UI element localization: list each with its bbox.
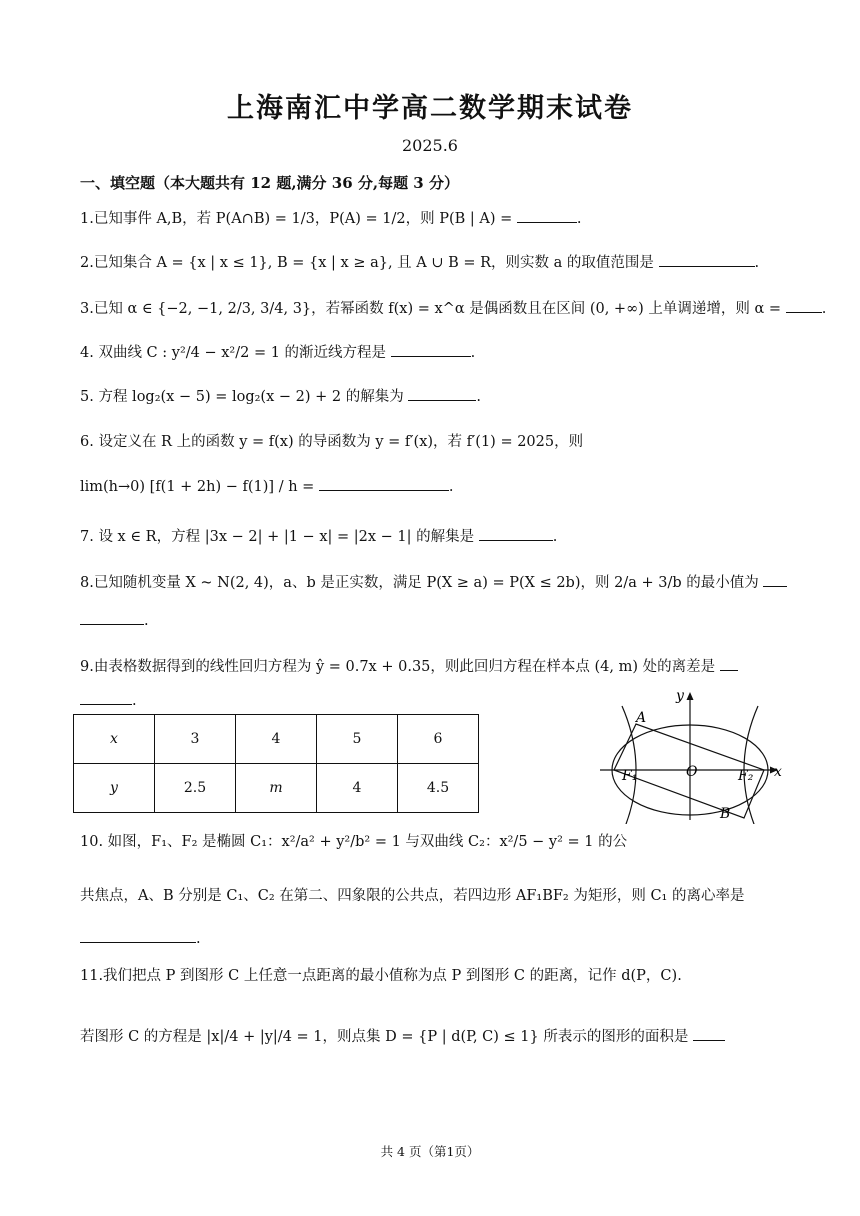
question-6-line1: 6. 设定义在 R 上的函数 y = f(x) 的导函数为 y = f′(x)，若 f′(1) = 2025，则: [80, 434, 584, 450]
page-title: 上海南汇中学高二数学期末试卷: [227, 93, 633, 124]
question-4: 4. 双曲线 C : y²/4 − x²/2 = 1 的渐近线方程是 .: [80, 342, 475, 362]
table-cell: 6: [398, 715, 479, 764]
question-10-line2: 共焦点，A、B 分别是 C₁、C₂ 在第二、四象限的公共点，若四边形 AF₁BF₂ 为矩形，则 C₁ 的离心率是: [80, 888, 745, 904]
question-1-text: 1.已知事件 A,B，若 P(A∩B) = 1/3，P(A) = 1/2，则 P(B | A) =: [80, 211, 513, 227]
question-5-text: 5. 方程 log₂(x − 5) = log₂(x − 2) + 2 的解集为: [80, 389, 404, 405]
question-8: [80, 572, 787, 592]
table-cell: 3: [155, 715, 236, 764]
answer-blank: [517, 208, 577, 223]
question-6-limit: lim(h→0) [f(1 + 2h) − f(1)] / h =: [80, 479, 315, 495]
answer-blank: [319, 476, 449, 491]
y-axis-arrow: [687, 692, 694, 700]
question-6-line2: lim(h→0) [f(1 + 2h) − f(1)] / h = .: [80, 476, 454, 496]
question-10-line1: 10. 如图，F₁、F₂ 是椭圆 C₁：x²/a² + y²/b² = 1 与双曲线 C₂：x²/5 − y² = 1 的公: [80, 834, 628, 850]
question-1: 1.已知事件 A,B，若 P(A∩B) = 1/3，P(A) = 1/2，则 P(B | A) = .: [80, 208, 581, 228]
question-8-text: 8.已知随机变量 X ~ N(2, 4)，a、b 是正实数，满足 P(X ≥ a) = P(X ≤ 2b)，则 2/a + 3/b 的最小值为: [80, 575, 759, 591]
label-o: O: [686, 764, 698, 780]
question-11-line1: 11.我们把点 P 到图形 C 上任意一点距离的最小值称为点 P 到图形 C 的距离，记作 d(P，C).: [80, 968, 682, 984]
label-x: x: [774, 764, 782, 780]
answer-blank: [408, 386, 476, 401]
question-8-continued: .: [80, 610, 149, 630]
answer-blank: [693, 1026, 725, 1041]
table-row: [74, 764, 479, 813]
label-a: A: [636, 710, 647, 726]
answer-blank: [80, 690, 132, 705]
table-cell: x: [74, 715, 155, 764]
question-7: 7. 设 x ∈ R，方程 |3x − 2| + |1 − x| = |2x − 1| 的解集是 .: [80, 526, 557, 546]
table-row: [74, 715, 479, 764]
label-y: y: [676, 688, 684, 704]
question-11-text: 若图形 C 的方程是 |x|/4 + |y|/4 = 1，则点集 D = {P | d(P, C) ≤ 1} 所表示的图形的面积是: [80, 1029, 689, 1045]
question-4-text: 4. 双曲线 C : y²/4 − x²/2 = 1 的渐近线方程是: [80, 345, 387, 361]
answer-blank: [80, 928, 196, 943]
regression-table: [73, 714, 479, 813]
question-2: 2.已知集合 A = {x | x ≤ 1}, B = {x | x ≥ a}, 且 A ∪ B = R，则实数 a 的取值范围是 .: [80, 252, 759, 272]
question-10-continued: .: [80, 928, 201, 948]
answer-blank: [763, 572, 787, 587]
ellipse-hyperbola-figure: [592, 684, 792, 824]
answer-blank: [659, 252, 755, 267]
label-f2: F₂: [738, 768, 754, 784]
answer-blank: [80, 610, 144, 625]
page-footer: 共 4 页（第1页）: [380, 1144, 480, 1159]
answer-blank: [786, 298, 822, 313]
table-cell: 4.5: [398, 764, 479, 813]
label-f1: F₁: [622, 768, 638, 784]
question-11-line2: [80, 1026, 725, 1046]
table-cell: 4: [317, 764, 398, 813]
table-cell: 4: [236, 715, 317, 764]
question-2-text: 2.已知集合 A = {x | x ≤ 1}, B = {x | x ≥ a}, 且 A ∪ B = R，则实数 a 的取值范围是: [80, 255, 654, 271]
question-5: 5. 方程 log₂(x − 5) = log₂(x − 2) + 2 的解集为 .: [80, 386, 481, 406]
hyperbola-left-branch: [622, 706, 636, 824]
question-7-text: 7. 设 x ∈ R，方程 |3x − 2| + |1 − x| = |2x − 1| 的解集是: [80, 529, 475, 545]
answer-blank: [391, 342, 471, 357]
table-cell: m: [236, 764, 317, 813]
table-cell: 2.5: [155, 764, 236, 813]
table-cell: y: [74, 764, 155, 813]
label-b: B: [720, 806, 731, 822]
answer-blank: [720, 656, 738, 671]
question-3-text: 3.已知 α ∈ {−2, −1, 2/3, 3/4, 3}，若幂函数 f(x) = x^α 是偶函数且在区间 (0, +∞) 上单调递增，则 α =: [80, 301, 782, 317]
section-heading: 一、填空题（本大题共有 12 题,满分 36 分,每题 3 分）: [80, 174, 459, 192]
exam-date: 2025.6: [402, 136, 458, 155]
question-9: [80, 656, 738, 676]
table-cell: 5: [317, 715, 398, 764]
question-9-continued: .: [80, 690, 137, 710]
question-3: 3.已知 α ∈ {−2, −1, 2/3, 3/4, 3}，若幂函数 f(x) = x^α 是偶函数且在区间 (0, +∞) 上单调递增，则 α = .: [80, 298, 826, 318]
question-9-text: 9.由表格数据得到的线性回归方程为 ŷ = 0.7x + 0.35，则此回归方程在样本点 (4, m) 处的离差是: [80, 659, 716, 675]
answer-blank: [479, 526, 553, 541]
